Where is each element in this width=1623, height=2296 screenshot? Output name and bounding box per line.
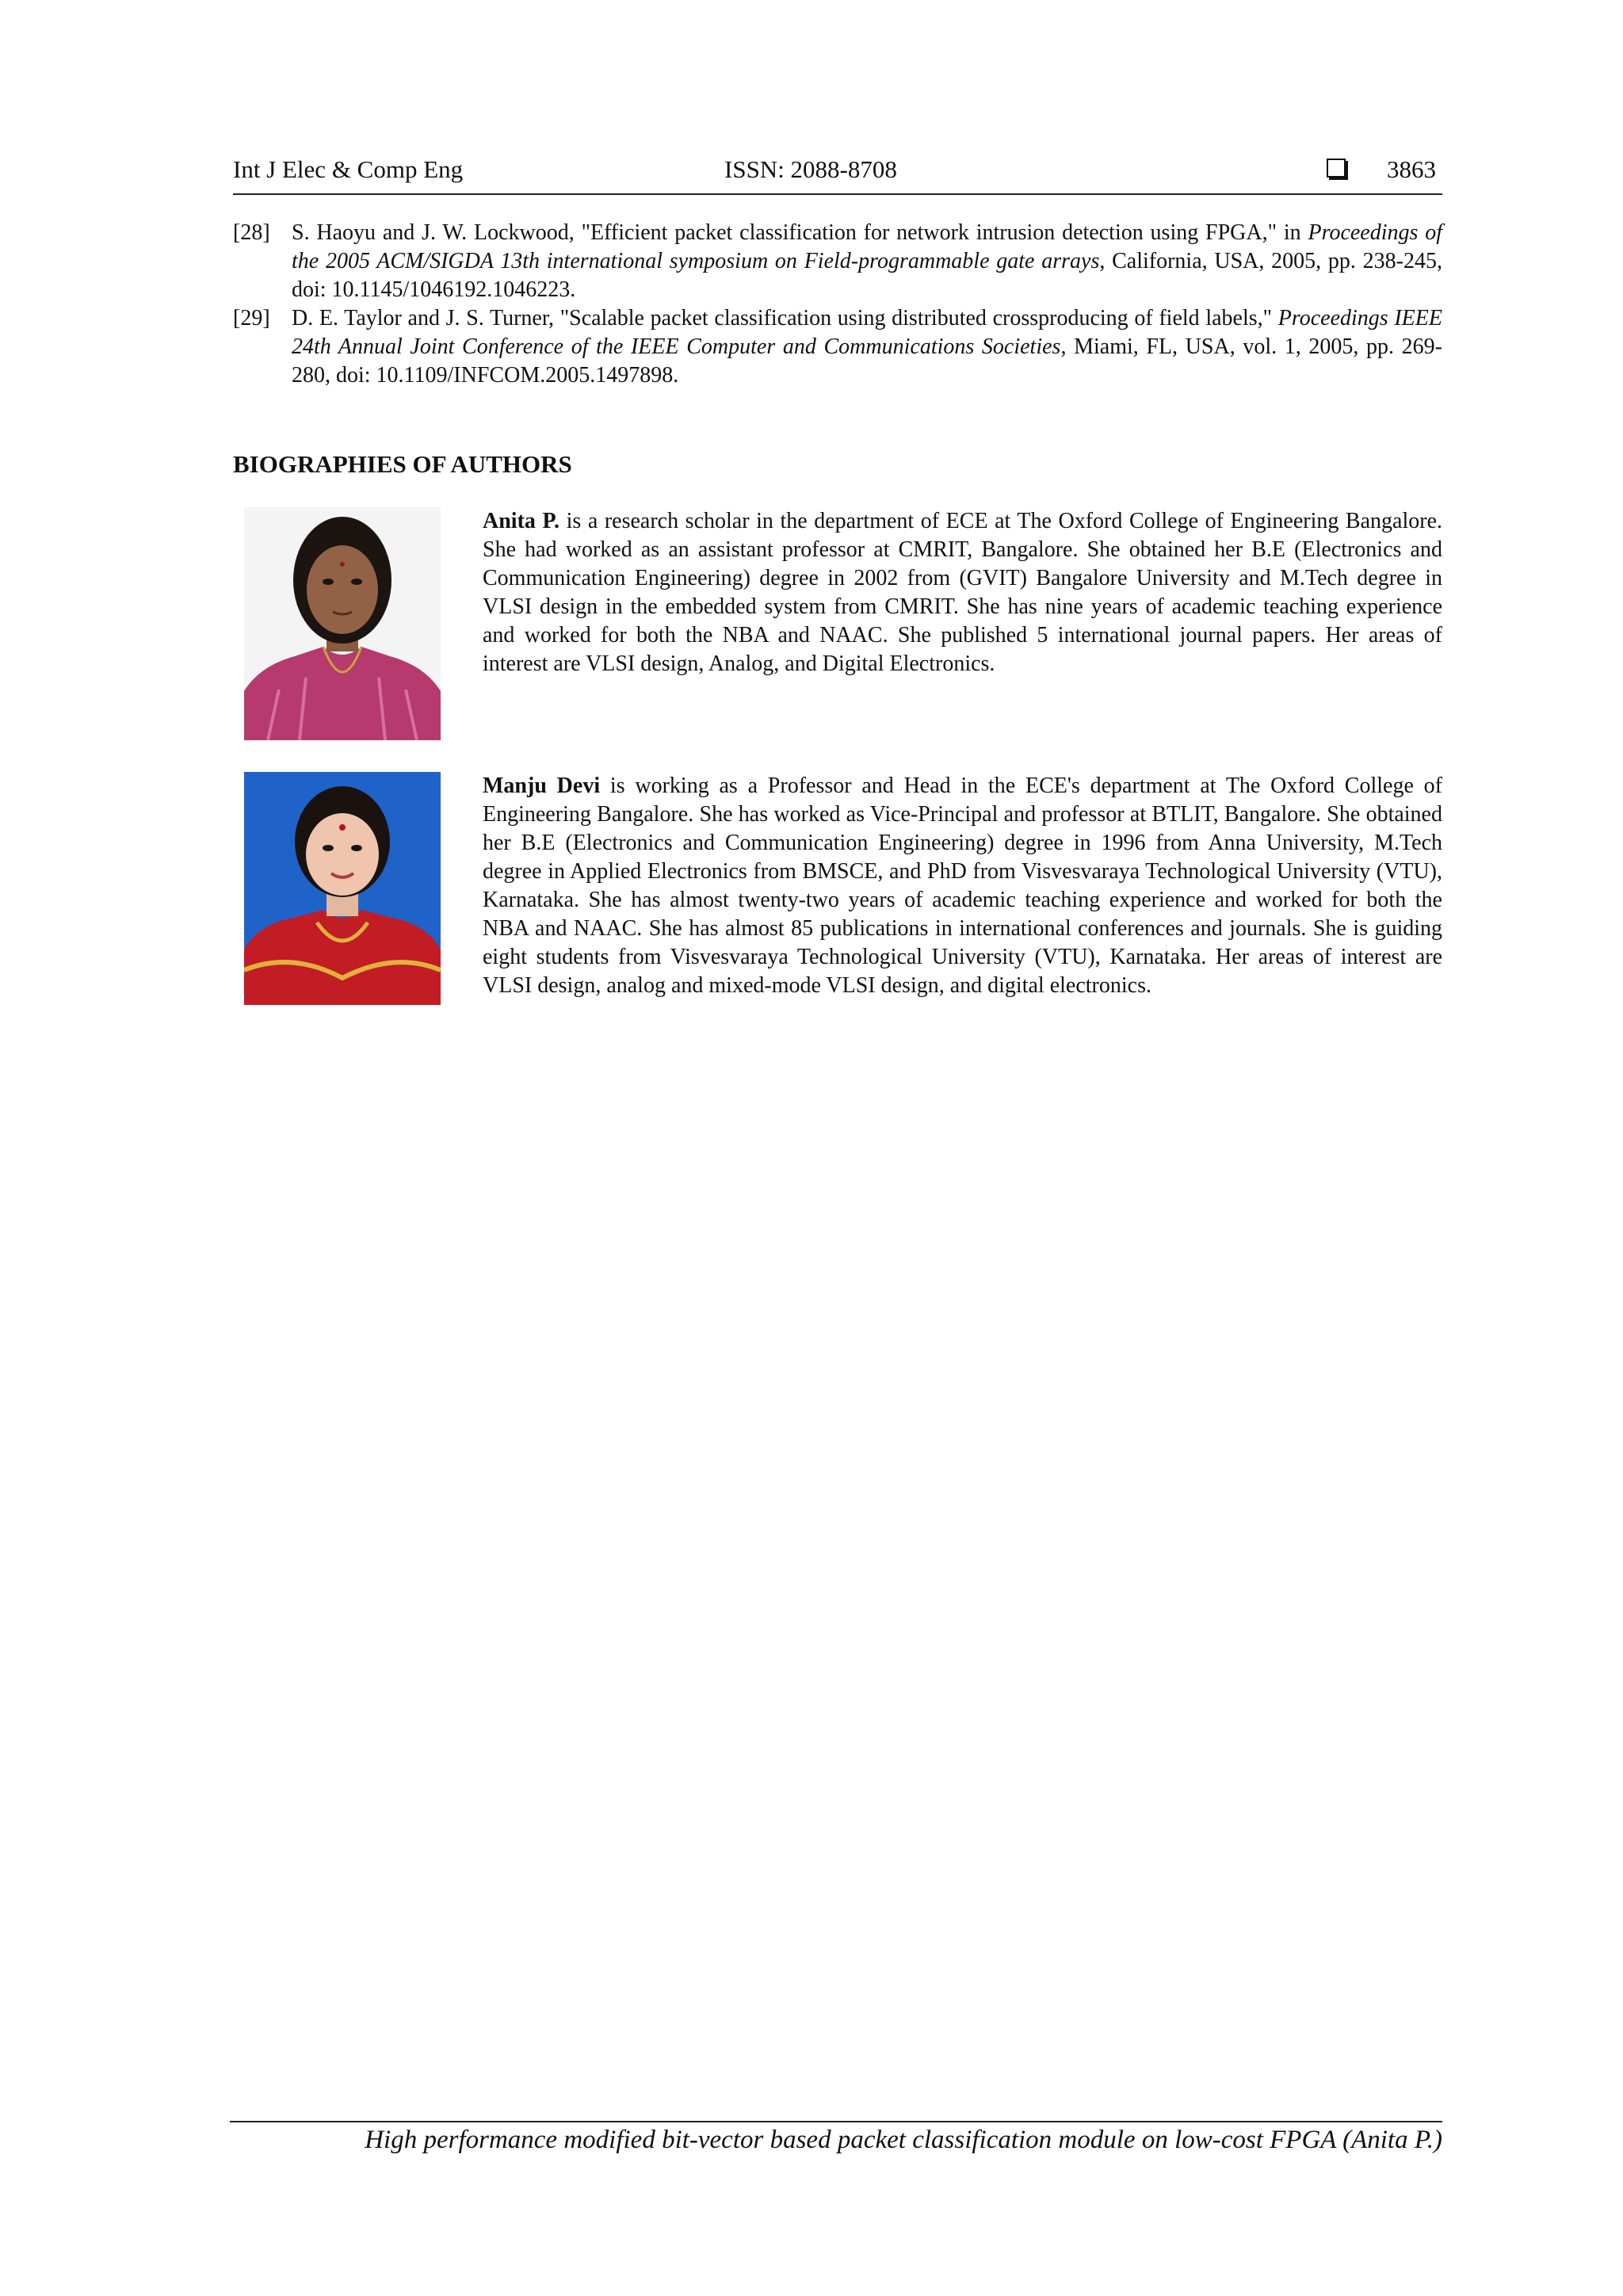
reference-venue: Proceedings IEEE 24th Annual Joint Conference of the IEEE Computer and Communications Societies bbox=[292, 306, 1442, 359]
issn: ISSN: 2088-8708 bbox=[724, 155, 897, 183]
running-footer bbox=[230, 2121, 1442, 2155]
author-name: Anita P. bbox=[483, 509, 560, 533]
author-bio bbox=[233, 772, 1442, 1041]
reference-item bbox=[233, 304, 1442, 390]
reference-details: , Miami, FL, USA, vol. 1, 2005, pp. 269-280, doi: 10.1109/INFCOM.2005.1497898. bbox=[292, 334, 1442, 388]
reference-number: [28] bbox=[233, 220, 270, 245]
author-bio-text bbox=[483, 772, 1442, 1000]
page-number-group bbox=[1327, 155, 1436, 184]
square-bullet-icon bbox=[1327, 159, 1346, 178]
reference-item bbox=[233, 219, 1442, 304]
author-description: is a research scholar in the department of ECE at The Oxford College of Engineering Bangalore. She had worked as an assistant professor at CMRIT, Bangalore. She obtained her B.E (Electronics and Communication Engineering) degree in 2002 from (GVIT) Bangalore University and M.Tech degree in VLSI design in the embedded system from CMRIT. She has nine years of academic teaching experience and worked for both the NBA and NAAC. She published 5 international journal papers. Her areas of interest are VLSI design, Analog, and Digital Electronics. bbox=[483, 509, 1442, 676]
reference-text: S. Haoyu and J. W. Lockwood, "Efficient packet classification for network intrusion detection using FPGA," in bbox=[292, 220, 1308, 245]
reference-text: D. E. Taylor and J. S. Turner, "Scalable packet classification using distributed crossproducing of field labels," bbox=[292, 306, 1278, 330]
author-name: Manju Devi bbox=[483, 774, 601, 798]
section-title: BIOGRAPHIES OF AUTHORS bbox=[233, 450, 572, 478]
author-portrait-icon bbox=[244, 772, 441, 1005]
reference-list bbox=[233, 219, 1442, 390]
author-bio bbox=[233, 507, 1442, 745]
running-header bbox=[233, 155, 1442, 195]
author-photo bbox=[244, 507, 441, 740]
author-bio-text bbox=[483, 507, 1442, 678]
paper-title-footer: High performance modified bit-vector based packet classification module on low-cost FPGA (Anita P.) bbox=[365, 2126, 1442, 2154]
journal-name: Int J Elec & Comp Eng bbox=[233, 155, 464, 183]
author-description: is working as a Professor and Head in the ECE's department at The Oxford College of Engineering Bangalore. She has worked as Vice-Principal and professor at BTLIT, Bangalore. She obtained her B.E (Electronics and Communication Engineering) degree in 1996 from Anna University, M.Tech degree in Applied Electronics from BMSCE, and PhD from Visvesvaraya Technological University (VTU), Karnataka. She has almost twenty-two years of academic teaching experience and worked for both the NBA and NAAC. She has almost 85 publications in international conferences and journals. She is guiding eight students from Visvesvaraya Technological University (VTU), Karnataka. Her areas of interest are VLSI design, analog and mixed-mode VLSI design, and digital electronics. bbox=[483, 774, 1443, 998]
author-photo bbox=[244, 772, 441, 1005]
author-portrait-icon bbox=[244, 507, 441, 740]
page-number: 3863 bbox=[1387, 155, 1436, 183]
reference-venue: Proceedings of the 2005 ACM/SIGDA 13th international symposium on Field-programmable gate arrays bbox=[292, 220, 1443, 273]
reference-number: [29] bbox=[233, 306, 270, 330]
reference-details: , California, USA, 2005, pp. 238-245, doi: 10.1145/1046192.1046223. bbox=[292, 249, 1443, 302]
